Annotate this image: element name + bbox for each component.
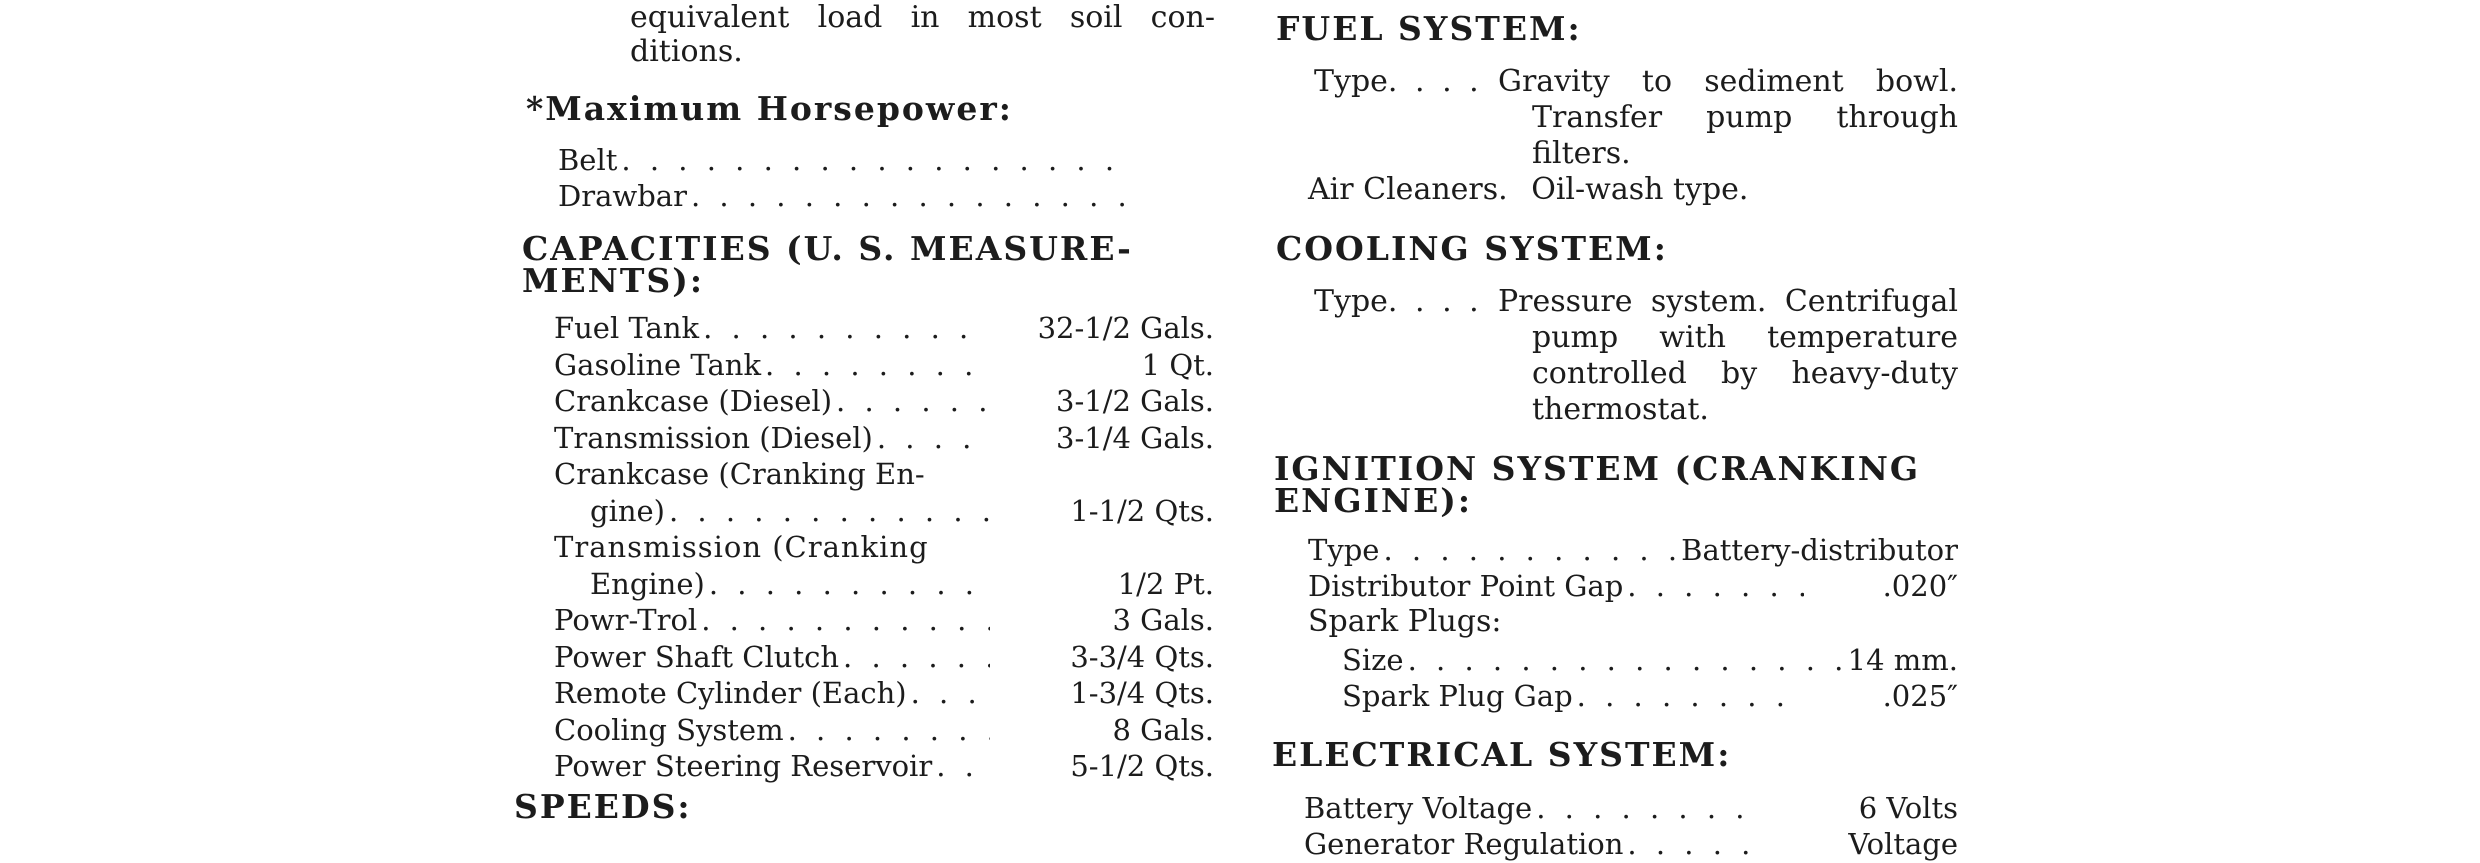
- spark-size-label: Size: [1342, 643, 1404, 677]
- fuel-system-heading: FUEL SYSTEM:: [1276, 9, 1582, 48]
- air-cleaners-row: Air Cleaners. Oil-wash type.: [1308, 172, 1749, 207]
- leader-dots: [1627, 568, 1804, 605]
- distributor-gap-label: Distributor Point Gap: [1308, 569, 1624, 603]
- cooling-type-line-1: Pressure system. Centrifugal: [1498, 284, 1958, 319]
- capacity-label: Transmission (Diesel): [554, 420, 873, 455]
- capacity-label: Cooling System: [554, 712, 784, 747]
- capacities-table: [554, 310, 1219, 785]
- capacity-label: Crankcase (Diesel): [554, 384, 833, 418]
- fuel-type-line-3: filters.: [1532, 136, 1631, 171]
- generator-regulation-value: Voltage: [1848, 827, 1958, 861]
- generator-regulation-label: Generator Regulation: [1304, 827, 1624, 861]
- max-hp-belt-label: Belt: [558, 143, 618, 177]
- capacity-value: 1 Qt.: [1141, 347, 1214, 382]
- capacity-label: Powr-Trol: [554, 603, 698, 637]
- air-cleaners-label: Air Cleaners: [1308, 172, 1499, 207]
- capacity-row: [554, 566, 1219, 603]
- electrical-system-heading: ELECTRICAL SYSTEM:: [1272, 735, 1732, 774]
- leader-dots: [1577, 678, 1804, 715]
- battery-voltage-label: Battery Voltage: [1304, 791, 1533, 825]
- capacity-value: 3-3/4 Qts.: [1070, 639, 1214, 674]
- generator-regulation-row: [1304, 826, 1958, 863]
- fuel-type-label: Type: [1314, 64, 1388, 99]
- capacity-label: Power Steering Reservoir: [554, 749, 933, 783]
- spark-gap-value: .025″: [1882, 679, 1958, 713]
- spark-gap-label: Spark Plug Gap: [1342, 679, 1573, 713]
- capacity-row-wrap-first: [554, 529, 1219, 566]
- leader-dots: [843, 639, 990, 676]
- leader-dots: [709, 566, 990, 603]
- capacity-row: [554, 602, 1219, 639]
- leader-dots: [1383, 532, 1677, 569]
- ignition-type-value: Battery-distributor: [1681, 533, 1958, 567]
- max-horsepower-heading: *Maximum Horsepower:: [526, 89, 1013, 128]
- leader-dots: [765, 347, 990, 384]
- fuel-type-line-1: Gravity to sediment bowl.: [1498, 64, 1958, 99]
- spark-gap-row: [1342, 678, 1958, 715]
- capacity-value: 8 Gals.: [1112, 712, 1214, 747]
- capacity-value: 3-1/2 Gals.: [1056, 384, 1214, 418]
- leader-dots: [1536, 790, 1750, 827]
- leader-dots: [788, 712, 990, 749]
- distributor-gap-value: .020″: [1882, 569, 1958, 603]
- capacity-row: [554, 712, 1219, 749]
- capacity-row: [554, 347, 1219, 384]
- capacities-heading-1: CAPACITIES (U. S. MEASURE-: [522, 229, 1133, 268]
- spark-size-row: [1342, 642, 1958, 679]
- capacity-value: 1-1/2 Qts.: [1070, 493, 1214, 528]
- capacity-label: Power Shaft Clutch: [554, 639, 840, 674]
- leader-dots: [877, 420, 990, 457]
- capacity-row: [554, 310, 1219, 347]
- capacity-value: 3 Gals.: [1112, 603, 1214, 637]
- capacity-label: Remote Cylinder (Each): [554, 676, 907, 710]
- spark-size-value: 14 mm.: [1847, 643, 1958, 677]
- capacity-row: [554, 420, 1219, 457]
- capacity-label-cont: Engine): [590, 566, 705, 601]
- cooling-type-label: Type: [1314, 284, 1388, 319]
- capacity-value: 5-1/2 Qts.: [1070, 749, 1214, 783]
- battery-voltage-row: [1304, 790, 1958, 827]
- capacity-value: 1-3/4 Qts.: [1070, 676, 1214, 710]
- capacity-label: Fuel Tank: [554, 311, 700, 345]
- leader-dots: [703, 310, 990, 347]
- max-hp-belt-row: [558, 142, 1130, 179]
- cooling-system-heading: COOLING SYSTEM:: [1276, 229, 1668, 268]
- leader-dots: [1627, 826, 1750, 863]
- ignition-heading-1: IGNITION SYSTEM (CRANKING: [1274, 449, 1921, 488]
- capacity-value: 1/2 Pt.: [1117, 566, 1214, 601]
- cooling-type-line-3: controlled by heavy-duty: [1532, 356, 1958, 391]
- ignition-heading-2: ENGINE):: [1274, 481, 1473, 520]
- leader-dots: [701, 602, 990, 639]
- air-cleaners-value: Oil-wash type.: [1531, 172, 1749, 207]
- capacity-row: [554, 639, 1219, 676]
- capacity-value: 32-1/2 Gals.: [1037, 311, 1214, 345]
- ignition-type-row: [1308, 532, 1958, 569]
- leader-dots: [911, 675, 990, 712]
- capacity-row: [554, 383, 1219, 420]
- capacity-row: [554, 493, 1219, 530]
- capacity-row-wrap-first: [554, 456, 1219, 493]
- capacity-label: Crankcase (Cranking En-: [554, 457, 925, 491]
- capacity-row: [554, 748, 1219, 785]
- cooling-type-line-4: thermostat.: [1532, 392, 1709, 427]
- max-hp-drawbar-label: Drawbar: [558, 179, 687, 213]
- max-hp-drawbar-row: [558, 178, 1130, 215]
- cooling-type-label-row: Type. . . .: [1314, 284, 1483, 319]
- speeds-heading: SPEEDS:: [514, 787, 692, 826]
- leader-dots: [691, 178, 1126, 215]
- distributor-gap-row: [1308, 568, 1958, 605]
- capacity-row: [554, 675, 1219, 712]
- fuel-type-line-2: Transfer pump through: [1532, 100, 1958, 135]
- leader-dots: [936, 748, 990, 785]
- leader-dots: [836, 383, 990, 420]
- capacity-label-cont: gine): [590, 493, 665, 528]
- capacity-label: Transmission (Cranking: [554, 530, 929, 564]
- leader-dots: [621, 142, 1126, 179]
- ignition-type-label: Type: [1308, 533, 1380, 567]
- intro-line-2: ditions.: [630, 34, 743, 69]
- fuel-type-label-row: Type. . . .: [1314, 64, 1483, 99]
- capacities-heading-2: MENTS):: [522, 261, 705, 300]
- spark-plugs-label: Spark Plugs:: [1308, 604, 1502, 639]
- battery-voltage-value: 6 Volts: [1858, 791, 1958, 825]
- cooling-type-line-2: pump with temperature: [1532, 320, 1958, 355]
- intro-line-1: equivalent load in most soil con-: [630, 0, 1215, 35]
- capacity-label: Gasoline Tank: [554, 347, 762, 382]
- leader-dots: [1408, 642, 1844, 679]
- leader-dots: [669, 493, 990, 530]
- capacity-value: 3-1/4 Gals.: [1056, 420, 1214, 455]
